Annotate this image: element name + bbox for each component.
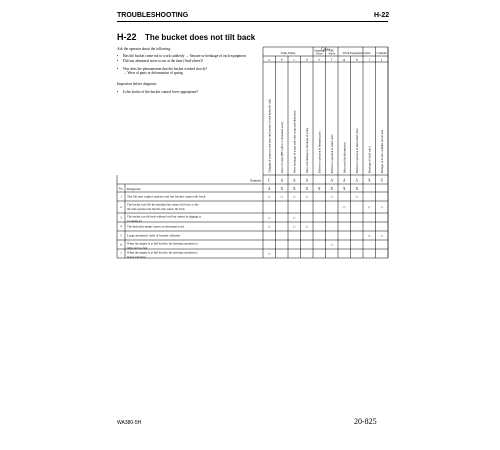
row-number: 5 bbox=[120, 233, 122, 238]
cause-description: Damage of bucket cylinder piston seal bbox=[380, 130, 384, 173]
diagnosis-remedy: A bbox=[267, 186, 271, 191]
cause-description: Defective operation of main relief valve bbox=[355, 128, 359, 173]
row-description: heavy and slow bbox=[127, 254, 146, 259]
cause-description: Wear spool by deformation bbox=[343, 142, 347, 173]
row-description: Large hydraulic drift of bucket cylinder bbox=[127, 233, 181, 238]
diagnosis-remedy: X bbox=[305, 186, 309, 191]
remedy-code: A bbox=[292, 178, 296, 183]
cause-label: Cause bbox=[321, 47, 330, 52]
diagnosis-mark: ○ bbox=[330, 194, 334, 200]
ask-item: • Has the bucket come not to work suddenly → Seizure or breakage of each equipment bbox=[117, 54, 265, 58]
cause-description: Defective operation of relief valve bbox=[330, 134, 334, 173]
row-number: 3 bbox=[120, 215, 122, 220]
row-number: 7 bbox=[120, 251, 122, 256]
group-header: Cylinder bbox=[376, 50, 387, 55]
cause-letter: e bbox=[318, 57, 321, 62]
diagnosis-mark: ○ bbox=[267, 215, 271, 221]
diagnosis-mark: ○ bbox=[355, 194, 359, 200]
inspect-heading: Inspection before diagnosis bbox=[117, 82, 157, 87]
ask-heading: Ask the operator about the following: bbox=[117, 47, 171, 51]
footer-model: WA380-5H bbox=[117, 420, 142, 426]
diagnosis-remedy: X bbox=[292, 186, 296, 191]
cause-letter: d bbox=[305, 57, 308, 62]
row-number: 4 bbox=[120, 224, 122, 229]
header-section: TROUBLESHOOTING bbox=[117, 12, 189, 19]
diagnosis-mark: ○ bbox=[292, 194, 296, 200]
diagnosis-mark: ○ bbox=[367, 204, 371, 210]
header-code: H-22 bbox=[374, 12, 390, 19]
diagnosis-remedy: X bbox=[355, 186, 359, 191]
row-description: When the engine is at full throttle, the steering operation is bbox=[127, 241, 198, 246]
diagnosis-remedy: X bbox=[280, 186, 284, 191]
row-description: scooping up bbox=[127, 218, 142, 223]
no-label: No. bbox=[118, 186, 124, 191]
diagnosis-remedy: X bbox=[330, 186, 334, 191]
diagnosis-mark: ○ bbox=[380, 204, 384, 210]
row-description: The bucket can tilt back without load but cannot in digging or bbox=[127, 214, 202, 219]
diagnosis-mark: ○ bbox=[305, 224, 309, 230]
group-header: Steering bbox=[314, 48, 325, 53]
row-description: When the engine is at full throttle, the steering operation is bbox=[127, 250, 198, 255]
remedy-code: A bbox=[305, 178, 309, 183]
diagnosis-mark: ○ bbox=[367, 233, 371, 239]
diagnosis-remedy: X bbox=[317, 186, 321, 191]
cause-description: Wear, seal damage by breakage of pump bbox=[305, 127, 309, 173]
diagnosis-mark: ○ bbox=[342, 204, 346, 210]
cause-description: Wear of pump (PPC) (Due to abnormal wear) bbox=[280, 122, 284, 173]
row-description: The lift arm cannot operate and the bucket cannot tilt back bbox=[127, 194, 207, 199]
diagnosis-mark: ○ bbox=[267, 251, 271, 257]
diagnosis-mark: ○ bbox=[267, 194, 271, 200]
diagnosis-mark: ○ bbox=[305, 194, 309, 200]
remedy-code: C bbox=[268, 178, 271, 183]
ask-item: • Was does the phenomenon that the bucket worked slowly? → Wear of parts or deformation of spring bbox=[117, 67, 265, 76]
row-description: lift arm operates but the lift arm cannot tilt back bbox=[127, 206, 185, 211]
group-header: Work Equipment Valve bbox=[342, 50, 371, 55]
diagnosis-mark: ○ bbox=[292, 215, 296, 221]
remedy-code: A bbox=[342, 178, 346, 183]
diagnosis-mark: ○ bbox=[267, 224, 271, 230]
group-header: Valve bbox=[315, 51, 323, 56]
diagnosis-remedy: X bbox=[342, 186, 346, 191]
diagnosis-label: Diagnosis bbox=[127, 186, 141, 191]
diagnosis-mark: ○ bbox=[280, 194, 284, 200]
group-header: Valve bbox=[328, 51, 336, 56]
cause-description: Breakage of relief valve bbox=[368, 146, 372, 173]
cause-letter: h bbox=[355, 57, 358, 62]
remedy-code: X bbox=[367, 178, 371, 183]
row-number: 2 bbox=[120, 205, 122, 210]
cause-letter: j bbox=[381, 57, 383, 62]
remedy-code: A bbox=[280, 178, 284, 183]
cause-letter: i bbox=[368, 57, 370, 62]
row-description: The bucket can't lift the machine but cannot tilt back, or the bbox=[127, 202, 199, 207]
cause-letter: c bbox=[293, 57, 296, 62]
row-number: 6 bbox=[120, 242, 122, 247]
remedy-label: Remedy bbox=[250, 178, 261, 183]
row-description: The hydraulic pump causes an abnormal noise bbox=[127, 224, 185, 229]
cause-description: Defective operation of demand spool bbox=[318, 131, 322, 173]
cause-letter: g bbox=[343, 57, 346, 62]
row-number: 1 bbox=[120, 194, 122, 199]
group-header: PPC bbox=[329, 48, 335, 53]
remedy-code: A bbox=[330, 178, 334, 183]
cause-description: Wear, breakage of pump and other pump and drain hose bbox=[293, 110, 297, 173]
remedy-code: A bbox=[355, 178, 359, 183]
cause-description: Clogging of pump suction pipe and strainer of tank hydraulic tank bbox=[268, 99, 272, 173]
title-code: H-22 bbox=[117, 32, 137, 42]
row-description: light and too fast bbox=[127, 245, 148, 250]
group-header: Tank, Pump bbox=[280, 50, 296, 55]
remedy-code: X bbox=[380, 178, 384, 183]
cause-letter: a bbox=[268, 57, 271, 62]
diagnosis-mark: ○ bbox=[292, 224, 296, 230]
diagnosis-mark: ○ bbox=[380, 233, 384, 239]
inspect-item: • Is the stroke of the bucket control lever appropriate? bbox=[117, 90, 265, 94]
title-text: The bucket does not tilt back bbox=[144, 33, 256, 42]
footer-page: 20-825 bbox=[354, 417, 377, 426]
ask-item: • Did any abnormal noise occur at the time (And where)? bbox=[117, 59, 265, 63]
cause-letter: b bbox=[280, 57, 283, 62]
cause-letter: f bbox=[331, 57, 333, 62]
diagnosis-mark: ○ bbox=[330, 242, 334, 248]
